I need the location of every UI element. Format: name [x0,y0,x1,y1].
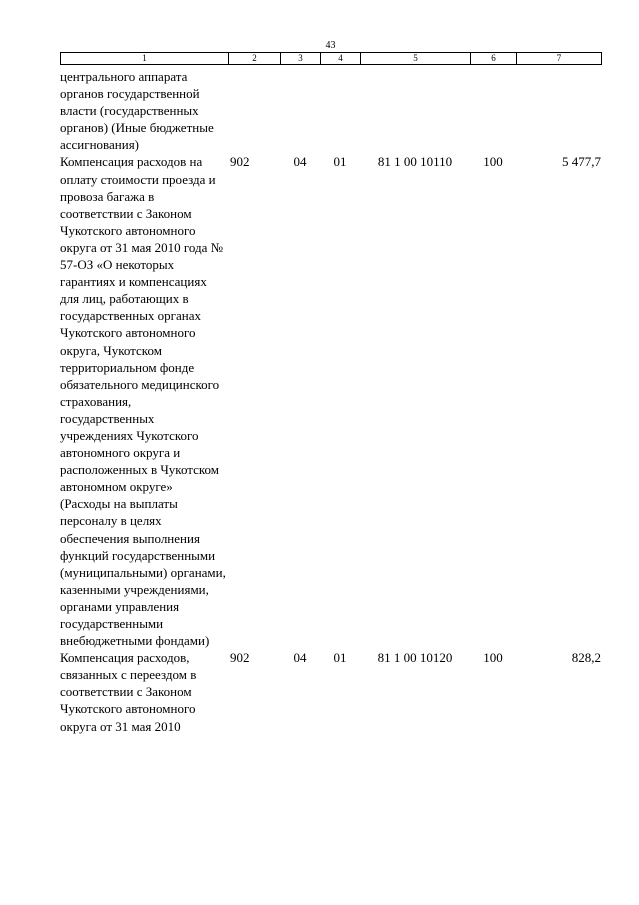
column-header-3: 3 [281,53,321,65]
row-rz [280,68,320,153]
row-sum: 828,2 [571,650,601,666]
row-name: Компенсация расходов на оплату стоимости проезда и провоза багажа в соответствии с Законом Чукотского автономного округа от 31 мая 2010 года № 57-ОЗ «О некоторых гарантиях и компенсациях для лиц, работающих в государственных органах Чукотского автономного округа, Чукотском территориальном фонде обязательного медицинского страхования, государственных учреждениях Чукотского автономного округа и расположенных в Чукотском автономном округе» (Расходы на выплаты персоналу в целях обеспечения выполнения функций государственными (муниципальными) органами, казенными учреждениями, органами управления государственными внебюджетными фондами) [60,154,226,649]
row-name: Компенсация расходов, связанных с переездом в соответствии с Законом Чукотского автономного округа от 31 мая 2010 [60,650,197,734]
table-row [60,68,601,153]
table-row [60,153,601,649]
column-header-table [60,52,602,65]
row-vr: 100 [483,650,503,666]
budget-table [60,68,601,735]
row-csr [360,68,470,153]
row-grbs: 902 [230,154,250,170]
column-header-4: 4 [321,53,361,65]
column-header-6: 6 [471,53,517,65]
row-csr: 81 1 00 10110 [377,154,453,170]
table-row [60,649,601,734]
column-header-2: 2 [229,53,281,65]
row-rz: 04 [293,650,307,666]
column-header-row [61,53,602,65]
row-pr: 01 [333,650,347,666]
row-vr: 100 [483,154,503,170]
column-header-5: 5 [361,53,471,65]
page-number: 43 [325,40,336,51]
row-sum [516,68,601,153]
row-pr: 01 [333,154,347,170]
row-sum: 5 477,7 [562,154,601,170]
column-header-7: 7 [517,53,602,65]
row-rz: 04 [293,154,307,170]
row-grbs: 902 [230,650,250,666]
row-vr [470,68,516,153]
row-csr: 81 1 00 10120 [377,650,453,666]
column-header-1: 1 [61,53,229,65]
row-grbs [228,68,280,153]
row-name: центрального аппарата органов государственной власти (государственных органов) (Иные бюджетные ассигнования) [60,69,214,153]
row-pr [320,68,360,153]
